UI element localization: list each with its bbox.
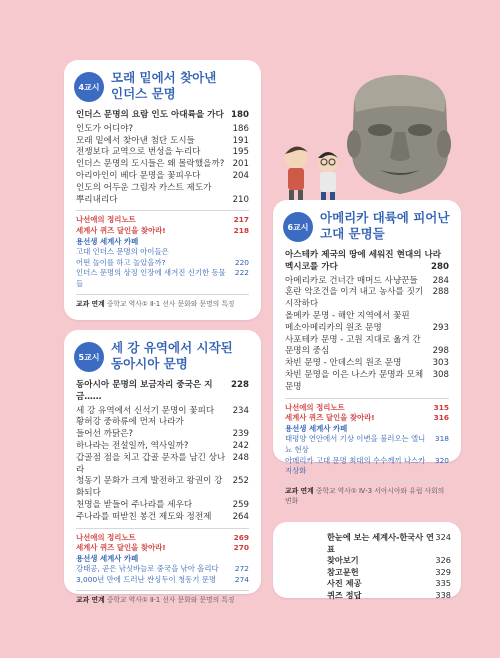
toc-entry[interactable]: 주나라를 떠받친 봉건 제도와 정전제 264	[76, 511, 249, 522]
chapter-title-line1: 세 강 유역에서 시작된	[111, 340, 233, 355]
toc-entry[interactable]: 차빈 문명 - 안데스의 원조 문명 303	[285, 358, 449, 369]
extra-entry[interactable]: 어떤 놀이를 하고 놀았을까? 220	[76, 257, 249, 267]
toc-entry[interactable]: 인더스 문명의 요람 인도 아대륙을 가다 180	[76, 110, 249, 120]
toc-entry[interactable]: 아리아인이 베다 문명을 꽃피우다 204	[76, 170, 249, 181]
chapter-6-card	[273, 200, 461, 505]
toc-entry[interactable]: 세 강 유역에서 신석기 문명이 꽃피다 234	[76, 405, 249, 416]
chapter-title-line1: 모래 밑에서 찾아낸	[111, 70, 217, 85]
toc-entry[interactable]: 메소아메리카의 원조 문명 293	[285, 322, 449, 333]
toc-list	[64, 376, 261, 605]
extra-entry[interactable]: 나선애의 정리노트 269	[76, 532, 249, 542]
toc-entry[interactable]: 문명의 중심 298	[285, 346, 449, 357]
appendix-entry[interactable]: 퀴즈 정답 338	[327, 589, 451, 600]
toc-entry[interactable]: 모래 밑에서 찾아낸 첨단 도시들 191	[76, 135, 249, 146]
divider	[76, 210, 249, 211]
appendix-card	[273, 522, 461, 598]
chapter-title-line2: 인더스 문명	[111, 86, 176, 101]
chapter-badge: 4교시	[74, 72, 104, 102]
chapter-badge: 5교시	[74, 342, 104, 372]
extra-entry[interactable]: 강태공, 곧은 낚싯바늘로 중국을 낚아 올리다 272	[76, 564, 249, 574]
appendix-entry[interactable]: 참고문헌 329	[327, 566, 451, 577]
divider	[76, 590, 249, 591]
extra-entry[interactable]: 고대 인더스 문명의 아이들은	[76, 247, 169, 257]
toc-entry[interactable]: 들어선 까닭은? 239	[76, 429, 249, 440]
extra-entry[interactable]: 3,000년 만에 드러난 싼싱두이 청동기 문명 274	[76, 574, 249, 584]
extra-entry[interactable]: 인더스 문명의 상징 인장에 새겨진 신기한 동물들 222	[76, 268, 249, 288]
extra-entry[interactable]: 세계사 퀴즈 달인을 찾아라! 270	[76, 543, 249, 553]
extra-entry[interactable]: 용선생 세계사 카페	[76, 236, 139, 246]
toc-entry[interactable]: 멕시코를 가다 280	[285, 261, 449, 272]
extra-entry[interactable]: 나선애의 정리노트 217	[76, 215, 249, 225]
divider	[76, 294, 249, 295]
toc-entry[interactable]: 혼란 악조건을 이겨 내고 농사를 짓기 시작하다 288	[285, 287, 449, 310]
chapter-5-card	[64, 330, 261, 604]
olmec-head-image	[340, 72, 458, 197]
toc-list	[273, 246, 461, 506]
curriculum-link: 교과 연계 중학교 역사① Ⅱ-1 선사 문화와 문명의 특징	[76, 595, 235, 604]
toc-entry[interactable]: 황허강 중하류에 먼저 나라가	[76, 417, 184, 428]
toc-entry[interactable]: 갑골점 점을 치고 갑골 문자를 남긴 상나라 248	[76, 452, 249, 475]
appendix-entry[interactable]: 찾아보기 326	[327, 555, 451, 566]
extra-entry[interactable]: 용선생 세계사 카페	[285, 423, 348, 433]
chapter-4-card	[64, 60, 261, 320]
extra-entry[interactable]: 용선생 세계사 카페	[76, 553, 139, 563]
toc-entry[interactable]: 아스테카 제국의 땅에 세워진 현대의 나라	[285, 250, 442, 260]
extra-entry[interactable]: 세계사 퀴즈 달인을 찾아라! 316	[285, 413, 449, 423]
appendix-list	[327, 532, 451, 602]
toc-entry[interactable]: 아메리카로 건너간 매머드 사냥꾼들 284	[285, 275, 449, 286]
toc-entry[interactable]: 천명을 받들어 주나라를 세우다 259	[76, 499, 249, 510]
chapter-title-line2: 동아시아 문명	[111, 356, 188, 371]
curriculum-link: 교과 연계 중학교 역사① Ⅱ-1 선사 문화와 문명의 특징	[76, 299, 235, 308]
toc-entry[interactable]: 동아시아 문명의 보금자리 중국은 지금…… 228	[76, 380, 249, 402]
toc-entry[interactable]: 차빈 문명을 이은 나스카 문명과 모체 문명 308	[285, 369, 449, 392]
toc-entry[interactable]: 인도의 어두운 그림자 카스트 제도가	[76, 182, 212, 193]
toc-entry[interactable]: 올메카 문명 - 해안 지역에서 꽃핀	[285, 310, 410, 321]
toc-entry[interactable]: 하나라는 전설일까, 역사일까? 242	[76, 440, 249, 451]
divider	[285, 398, 449, 399]
chapter-title-line1: 아메리카 대륙에 피어난	[320, 210, 450, 225]
appendix-entry[interactable]: 사진 제공 335	[327, 578, 451, 589]
toc-entry[interactable]: 뿌리내리다 210	[76, 194, 249, 205]
extra-entry[interactable]: 아메리카 고대 문명 최대의 수수께끼 나스카 지상화 320	[285, 455, 449, 476]
toc-entry[interactable]: 사포테카 문명 - 고원 지대로 옮겨 간	[285, 334, 421, 345]
extra-entry[interactable]: 나선애의 정리노트 315	[285, 402, 449, 412]
toc-entry[interactable]: 전쟁보다 교역으로 번성을 누리다 195	[76, 147, 249, 158]
divider	[76, 528, 249, 529]
extra-entry[interactable]: 세계사 퀴즈 달인을 찾아라! 218	[76, 225, 249, 235]
toc-list	[64, 106, 261, 309]
extra-entry[interactable]: 태평양 연안에서 기상 이변을 불러오는 엘니뇨 현상 318	[285, 434, 449, 454]
toc-entry[interactable]: 인도가 어디야? 186	[76, 123, 249, 134]
chapter-title-line2: 고대 문명들	[320, 226, 385, 241]
toc-entry[interactable]: 인더스 문명의 도시들은 왜 몰락했을까? 201	[76, 159, 249, 170]
chapter-badge: 6교시	[283, 212, 313, 242]
appendix-entry[interactable]: 한눈에 보는 세계사-한국사 연표 324	[327, 532, 451, 554]
toc-entry[interactable]: 청동기 문화가 크게 발전하고 왕권이 강화되다 252	[76, 476, 249, 499]
curriculum-link: 교과 연계 중학교 역사① Ⅳ-3 서아시아와 유럽 사회의 변화	[285, 486, 445, 505]
divider	[285, 481, 449, 482]
